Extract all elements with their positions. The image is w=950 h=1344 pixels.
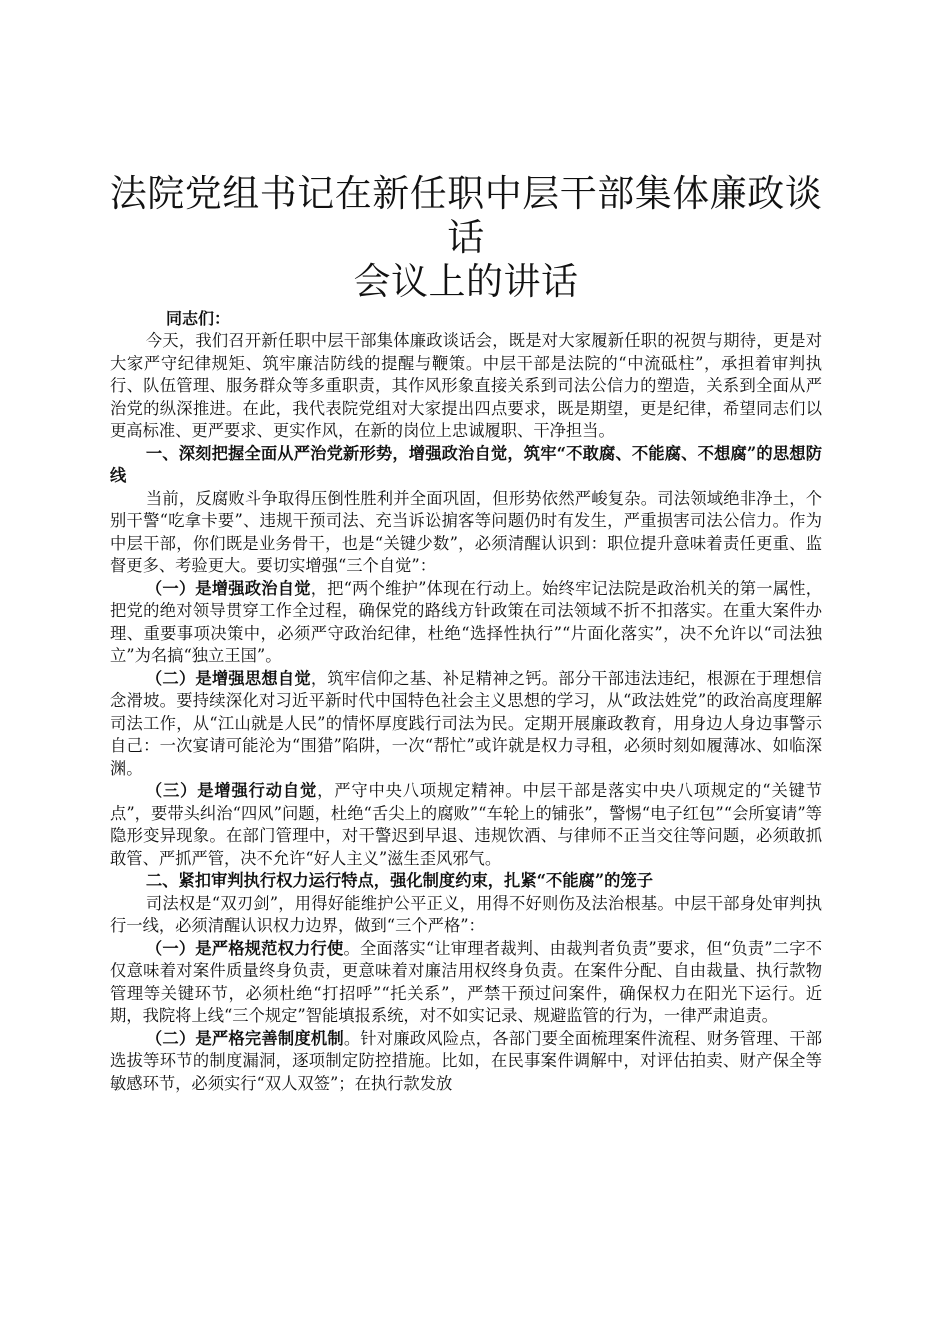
section-2-item-2 xyxy=(110,1028,822,1096)
section-2-heading: 二、紧扣审判执行权力运行特点，强化制度约束，扎紧“不能腐”的笼子 xyxy=(145,871,654,890)
section-1-item-1 xyxy=(110,578,822,668)
salutation: 同志们： xyxy=(166,309,231,328)
item-text: ，把“两个维护”体现在行动上。始终牢记法院是政治机关的第一属性，把党的绝对领导贯穿工作全过程，确保党的路线方针政策在司法领域不折不扣落实。在重大案件办理、重要事项决策中，必须严守政治纪律，杜绝“选择性执行”“片面化落实”，决不允许以“司法独立”为名搞“独立王国”。 xyxy=(110,578,822,665)
item-lead: （一）是增强政治自觉 xyxy=(145,578,311,598)
title-line-2: 会议上的讲话 xyxy=(353,260,579,303)
item-lead: （二）是增强思想自觉 xyxy=(145,668,311,688)
document-title xyxy=(102,172,830,304)
item-lead: （一）是严格规范权力行使 xyxy=(145,938,344,958)
title-line-1: 法院党组书记在新任职中层干部集体廉政谈话 xyxy=(109,172,823,259)
section-1-body: 当前，反腐败斗争取得压倒性胜利并全面巩固，但形势依然严峻复杂。司法领域绝非净土，个别干警“吃拿卡要”、违规干预司法、充当诉讼掮客等问题仍时有发生，严重损害司法公信力。作为中层干部，你们既是业务骨干，也是“关键少数”，必须清醒认识到：职位提升意味着责任更重、监督更多、考验更大。要切实增强“三个自觉”： xyxy=(110,488,822,575)
section-2-item-1 xyxy=(110,938,822,1028)
section-1-heading: 一、深刻把握全面从严治党新形势，增强政治自觉，筑牢“不敢腐、不能腐、不想腐”的思想防线 xyxy=(110,443,822,485)
item-text: ，筑牢信仰之基、补足精神之钙。部分干部违法违纪，根源在于理想信念滑坡。要持续深化对习近平新时代中国特色社会主义思想的学习，从“政法姓党”的政治高度理解司法工作，从“江山就是人民”的情怀厚度践行司法为民。定期开展廉政教育，用身边人身边事警示自己：一次宴请可能沦为“围猎”陷阱，一次“帮忙”或许就是权力寻租，必须时刻如履薄冰、如临深渊。 xyxy=(110,668,822,778)
item-text: 。全面落实“让审理者裁判、由裁判者负责”要求，但“负责”二字不仅意味着对案件质量终身负责，更意味着对廉洁用权终身负责。在案件分配、自由裁量、执行款物管理等关键环节，必须杜绝“打招呼”“托关系”，严禁干预过问案件，确保权力在阳光下运行。近期，我院将上线“三个规定”智能填报系统，对不如实记录、规避监管的行为，一律严肃追责。 xyxy=(110,938,822,1025)
intro-paragraph: 今天，我们召开新任职中层干部集体廉政谈话会，既是对大家履新任职的祝贺与期待，更是对大家严守纪律规矩、筑牢廉洁防线的提醒与鞭策。中层干部是法院的“中流砥柱”，承担着审判执行、队伍管理、服务群众等多重职责，其作风形象直接关系到司法公信力的塑造，关系到全面从严治党的纵深推进。在此，我代表院党组对大家提出四点要求，既是期望，更是纪律，希望同志们以更高标准、更严要求、更实作风，在新的岗位上忠诚履职、干净担当。 xyxy=(110,331,822,440)
item-lead: （三）是增强行动自觉 xyxy=(145,781,318,800)
document-page xyxy=(110,172,822,1095)
item-text: ，严守中央八项规定精神。中层干部是落实中央八项规定的“关键节点”，要带头纠治“四风”问题，杜绝“舌尖上的腐败”“车轮上的铺张”，警惕“电子红包”“会所宴请”等隐形变异现象。在部门管理中，对干警迟到早退、违规饮酒、与律师不正当交往等问题，必须敢抓敢管、严抓严管，决不允许“好人主义”滋生歪风邪气。 xyxy=(110,781,822,868)
item-text: 。针对廉政风险点，各部门要全面梳理案件流程、财务管理、干部选拔等环节的制度漏洞，逐项制定防控措施。比如，在民事案件调解中，对评估拍卖、财产保全等敏感环节，必须实行“双人双签”；在执行款发放 xyxy=(110,1028,822,1093)
item-lead: （二）是严格完善制度机制 xyxy=(145,1028,344,1048)
section-2-body: 司法权是“双刃剑”，用得好能维护公平正义，用得不好则伤及法治根基。中层干部身处审判执行一线，必须清醒认识权力边界，做到“三个严格”： xyxy=(110,893,822,935)
section-1-item-2 xyxy=(110,668,822,781)
section-1-item-3 xyxy=(110,780,822,870)
